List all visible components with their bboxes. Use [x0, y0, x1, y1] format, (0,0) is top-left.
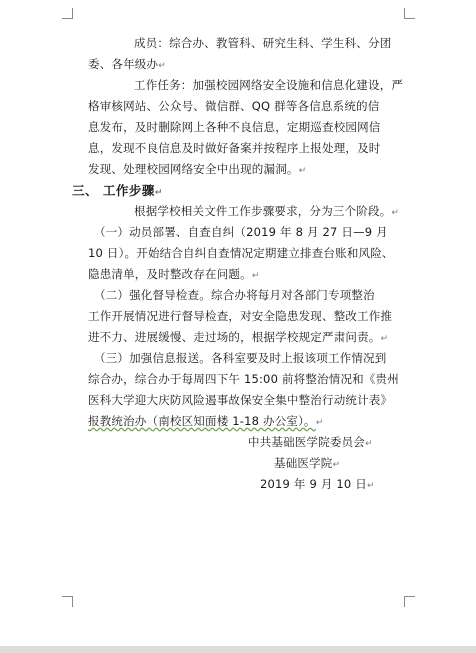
- margin-corner-bottom-right: [404, 596, 415, 607]
- signature-department: 基础医学院↵: [274, 456, 341, 470]
- paragraph-line: 隐患清单，及时整改存在问题。↵: [88, 267, 260, 281]
- paragraph-line: （一）动员部署、自查自纠（2019 年 8 月 27 日—9 月: [94, 225, 388, 239]
- paragraph-line: 工作开展情况进行督导检查，对安全隐患发现、整改工作推: [88, 309, 393, 323]
- section-heading: 三、 工作步骤↵: [72, 183, 163, 198]
- paragraph-line: （三）加强信息报送。各科室要及时上报该项工作情况到: [94, 351, 387, 365]
- signature-date: 2019 年 9 月 10 日↵: [260, 477, 375, 491]
- margin-corner-bottom-left: [62, 596, 73, 607]
- page-bottom-edge: [0, 646, 476, 653]
- paragraph-line: 息，发现不良信息及时做好备案并按程序上报处理，及时: [88, 141, 381, 155]
- paragraph-line: 息发布，及时删除网上各种不良信息，定期巡查校园网信: [88, 120, 381, 134]
- paragraph-line: 进不力、进展缓慢、走过场的，根据学校规定严肃问责。↵: [88, 330, 389, 344]
- margin-corner-top-left: [62, 8, 73, 19]
- paragraph-line: 根据学校相关文件工作步骤要求，分为三个阶段。↵: [134, 204, 400, 218]
- paragraph-line: 10 日）。开始结合自纠自查情况定期建立排查台账和风险、: [88, 246, 394, 260]
- paragraph-line: 格审核网站、公众号、微信群、QQ 群等各信息系统的信: [88, 99, 380, 113]
- paragraph-line: 报教统治办（南校区知面楼 1-18 办公室）。↵: [88, 414, 324, 428]
- paragraph-line: 工作任务：加强校园网络安全设施和信息化建设，严: [134, 78, 404, 92]
- margin-corner-top-right: [404, 8, 415, 19]
- signature-organization: 中共基础医学院委员会↵: [248, 435, 373, 449]
- paragraph-line: （二）强化督导检查。综合办将每月对各部门专项整治: [94, 288, 375, 302]
- paragraph-line: 综合办，综合办于每周四下午 15:00 前将整治情况和《贵州: [88, 372, 399, 386]
- paragraph-line: 成员：综合办、教管科、研究生科、学生科、分团: [134, 36, 392, 50]
- document-body[interactable]: [72, 33, 412, 495]
- paragraph-line: 发现、处理校园网络安全中出现的漏洞。↵: [88, 162, 307, 176]
- paragraph-line: 委、各年级办↵: [88, 57, 166, 71]
- paragraph-line: 医科大学迎大庆防风险遏事故保安全集中整治行动统计表》: [88, 393, 393, 407]
